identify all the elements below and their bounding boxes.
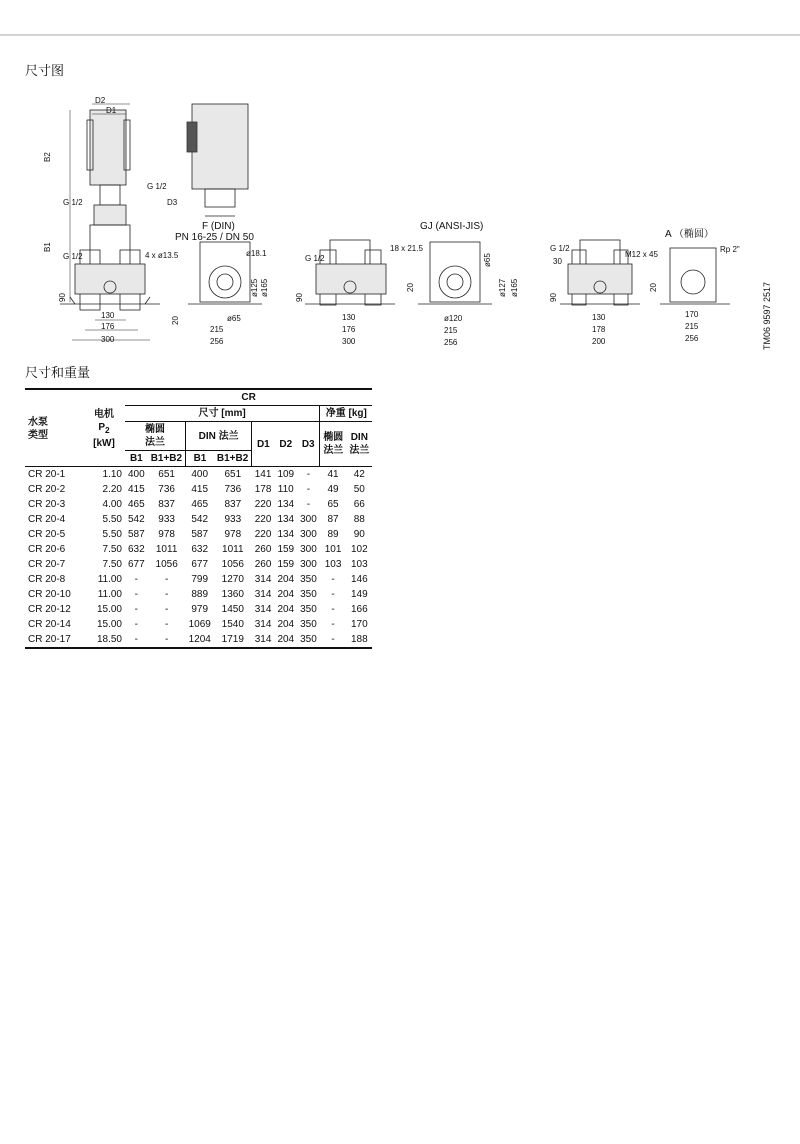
b1-header: B1 (125, 451, 148, 467)
table-cell: 5.50 (102, 514, 122, 525)
svg-text:178: 178 (592, 325, 606, 334)
svg-text:B2: B2 (43, 152, 52, 162)
weight-header: 净重 [kg] (320, 406, 373, 422)
svg-text:M12 x 45: M12 x 45 (625, 250, 658, 259)
table-cell: CR 20-8 (28, 574, 66, 585)
table-cell: 204 (277, 604, 295, 615)
table-cell: 587 (128, 529, 145, 540)
table-cell: 103 (350, 559, 368, 570)
table-cell: 102 (350, 544, 368, 555)
table-cell: 134 (277, 529, 295, 540)
table-cell: 5.50 (102, 529, 122, 540)
table-cell: - (331, 634, 335, 645)
table-cell: - (164, 619, 169, 630)
svg-text:130: 130 (592, 313, 606, 322)
svg-text:18 x 21.5: 18 x 21.5 (390, 244, 423, 253)
svg-text:F (DIN): F (DIN) (202, 221, 235, 232)
dim-header: 尺寸 [mm] (125, 406, 320, 422)
table-cell: 350 (300, 634, 317, 645)
svg-text:ø65: ø65 (227, 314, 241, 323)
w-oval-header: 椭圆 法兰 (320, 422, 347, 467)
svg-text:256: 256 (210, 337, 224, 346)
table-cell: 178 (254, 484, 272, 495)
table-cell: CR 20-6 (28, 544, 66, 555)
table-cell: 933 (224, 514, 242, 525)
table-cell: 799 (191, 574, 209, 585)
table-cell: 736 (224, 484, 242, 495)
b1b2-din-header: B1+B2 (214, 451, 252, 467)
svg-text:4 x ø13.5: 4 x ø13.5 (145, 251, 179, 260)
table-row (25, 617, 372, 632)
d2-header: D2 (274, 422, 297, 467)
table-cell: 314 (254, 589, 272, 600)
table-cell: 314 (254, 604, 272, 615)
table-cell: 889 (191, 589, 209, 600)
table-cell: 50 (353, 484, 365, 495)
table-cell: 542 (128, 514, 145, 525)
table-cell: 49 (327, 484, 339, 495)
table-cell: 89 (327, 529, 339, 540)
table-cell: 300 (300, 529, 317, 540)
table-cell: 933 (158, 514, 175, 525)
table-cell: 11.00 (97, 574, 122, 585)
svg-text:D2: D2 (95, 96, 106, 105)
table-cell: 542 (191, 514, 209, 525)
oval-flange-view (625, 227, 740, 343)
svg-text:20: 20 (649, 283, 658, 292)
table-cell: 220 (254, 499, 272, 510)
table-cell: 677 (128, 559, 145, 570)
table-row (25, 587, 372, 602)
table-cell: 42 (353, 469, 365, 480)
table-cell: 188 (350, 634, 368, 645)
table-row (25, 542, 372, 557)
b1b2-header: B1+B2 (148, 451, 186, 467)
table-cell: 220 (254, 514, 272, 525)
dimensions-weights-table (25, 388, 372, 649)
table-cell: 134 (277, 514, 295, 525)
table-cell: - (331, 574, 335, 585)
table-cell: CR 20-7 (28, 559, 66, 570)
table-body (25, 467, 372, 649)
svg-text:ø125: ø125 (250, 278, 259, 297)
table-cell: 632 (128, 544, 145, 555)
table-cell: CR 20-14 (28, 619, 71, 630)
table-cell: 465 (128, 499, 145, 510)
table-cell: 2.20 (102, 484, 122, 495)
col-motor: 电机 $P_2$ [kW] (83, 389, 125, 467)
svg-text:200: 200 (592, 337, 606, 346)
svg-text:215: 215 (444, 326, 458, 335)
table-cell: 87 (327, 514, 339, 525)
table-cell: 1.10 (102, 469, 122, 480)
table-cell: - (331, 589, 335, 600)
table-row (25, 527, 372, 542)
svg-text:130: 130 (101, 311, 115, 320)
table-row (25, 602, 372, 617)
svg-text:Rp 2": Rp 2" (720, 245, 740, 254)
table-cell: 1540 (221, 619, 244, 630)
d3-header: D3 (297, 422, 320, 467)
table-cell: 1056 (221, 559, 244, 570)
table-cell: 1056 (155, 559, 178, 570)
table-cell: CR 20-1 (28, 469, 66, 480)
table-cell: 314 (254, 574, 272, 585)
table-cell: - (164, 574, 169, 585)
table-cell: CR 20-10 (28, 589, 71, 600)
table-cell: 1360 (221, 589, 244, 600)
svg-text:GJ (ANSI-JIS): GJ (ANSI-JIS) (420, 221, 484, 232)
table-cell: 314 (254, 619, 272, 630)
table-row (25, 512, 372, 527)
table-row (25, 467, 372, 483)
table-cell: 350 (300, 589, 317, 600)
table-cell: 1719 (221, 634, 244, 645)
pump-side-view (43, 96, 167, 344)
svg-text:G 1/2: G 1/2 (147, 182, 167, 191)
table-cell: 66 (353, 499, 365, 510)
svg-text:256: 256 (685, 334, 699, 343)
table-cell: 110 (277, 484, 294, 495)
table-cell: 632 (191, 544, 209, 555)
table-cell: 146 (350, 574, 368, 585)
table-cell: 260 (254, 544, 272, 555)
top-rule (0, 34, 800, 36)
table-cell: 109 (277, 469, 295, 480)
table-cell: 300 (300, 514, 317, 525)
svg-text:G 1/2: G 1/2 (63, 252, 83, 261)
svg-text:D1: D1 (106, 106, 117, 115)
table-row (25, 632, 372, 648)
oval-flange-header: 椭圆 法兰 (125, 422, 186, 451)
table-row (25, 572, 372, 587)
cr-header: CR (125, 389, 372, 406)
table-cell: 1270 (221, 574, 244, 585)
table-cell: 134 (277, 499, 295, 510)
svg-text:215: 215 (210, 325, 224, 334)
table-cell: 350 (300, 604, 317, 615)
table-cell: 4.00 (102, 499, 122, 510)
motor-top-view (167, 104, 254, 243)
table-cell: 65 (327, 499, 339, 510)
table-cell: 300 (300, 559, 317, 570)
svg-text:ø18.1: ø18.1 (246, 249, 267, 258)
table-cell: 837 (158, 499, 175, 510)
table-cell: 149 (350, 589, 368, 600)
table-cell: 837 (224, 499, 242, 510)
table-row (25, 557, 372, 572)
table-cell: 101 (324, 544, 342, 555)
table-cell: 978 (224, 529, 242, 540)
table-cell: 159 (277, 544, 295, 555)
table-cell: - (164, 589, 169, 600)
table-cell: 41 (327, 469, 339, 480)
table-cell: 260 (254, 559, 272, 570)
table-row (25, 482, 372, 497)
table-cell: 979 (191, 604, 209, 615)
svg-text:300: 300 (342, 337, 356, 346)
table-cell: - (164, 604, 169, 615)
table-cell: - (134, 604, 139, 615)
table-heading: 尺寸和重量 (25, 366, 91, 381)
svg-text:170: 170 (685, 310, 699, 319)
d1-header: D1 (252, 422, 275, 467)
svg-text:20: 20 (406, 283, 415, 292)
table-cell: 978 (158, 529, 175, 540)
table-cell: 15.00 (96, 604, 122, 615)
table-cell: 166 (350, 604, 368, 615)
table-cell: CR 20-12 (28, 604, 71, 615)
svg-text:176: 176 (101, 322, 115, 331)
table-cell: 204 (277, 589, 295, 600)
table-cell: 677 (191, 559, 209, 570)
table-cell: 415 (128, 484, 145, 495)
table-cell: 88 (353, 514, 365, 525)
table-cell: 11.00 (97, 589, 122, 600)
table-cell: 220 (254, 529, 272, 540)
table-cell: CR 20-4 (28, 514, 66, 525)
table-cell: - (331, 604, 335, 615)
svg-text:90: 90 (295, 293, 304, 302)
table-cell: - (306, 484, 311, 495)
table-cell: CR 20-3 (28, 499, 66, 510)
gj-flange-view (390, 221, 519, 347)
table-cell: 15.00 (96, 619, 122, 630)
svg-text:ø127: ø127 (498, 278, 507, 297)
svg-text:D3: D3 (167, 198, 178, 207)
table-cell: - (164, 634, 169, 645)
svg-text:ø165: ø165 (260, 278, 269, 297)
svg-text:176: 176 (342, 325, 356, 334)
svg-text:90: 90 (58, 293, 67, 302)
table-cell: - (134, 574, 139, 585)
svg-text:PN 16-25 / DN 50: PN 16-25 / DN 50 (175, 232, 254, 243)
col-pump-type: 水泵 类型 (25, 389, 83, 467)
table-cell: 7.50 (102, 544, 122, 555)
b1-din-header: B1 (186, 451, 214, 467)
w-din-header: DIN 法兰 (346, 422, 372, 467)
table-cell: 1069 (188, 619, 211, 630)
drawing-code: TM06 9597 2517 (762, 281, 772, 350)
table-cell: 204 (277, 574, 295, 585)
svg-text:A （椭圆）: A （椭圆） (665, 229, 714, 240)
table-cell: 1011 (155, 544, 178, 555)
table-cell: 1011 (222, 544, 244, 555)
table-row (25, 497, 372, 512)
dimensions-heading: 尺寸图 (25, 64, 65, 79)
table-cell: 7.50 (102, 559, 122, 570)
table-cell: 90 (353, 529, 365, 540)
svg-text:G 1/2: G 1/2 (550, 244, 570, 253)
table-cell: 651 (158, 469, 175, 480)
table-cell: - (134, 619, 139, 630)
table-cell: 400 (128, 469, 145, 480)
svg-text:20: 20 (171, 316, 180, 325)
table-cell: 159 (277, 559, 295, 570)
svg-text:G 1/2: G 1/2 (63, 198, 83, 207)
dimension-drawing (20, 92, 760, 354)
svg-text:130: 130 (342, 313, 356, 322)
table-cell: 314 (254, 634, 272, 645)
svg-text:300: 300 (101, 335, 115, 344)
din-flange-header: DIN 法兰 (186, 422, 252, 451)
table-cell: - (331, 619, 335, 630)
svg-text:90: 90 (549, 293, 558, 302)
table-cell: 350 (300, 619, 317, 630)
svg-text:G 1/2: G 1/2 (305, 254, 325, 263)
table-cell: 170 (350, 619, 368, 630)
table-cell: 400 (191, 469, 209, 480)
table-cell: 415 (191, 484, 209, 495)
svg-text:ø165: ø165 (510, 278, 519, 297)
svg-text:ø120: ø120 (444, 314, 463, 323)
table-cell: 587 (191, 529, 209, 540)
table-cell: 18.50 (96, 634, 122, 645)
table-cell: - (134, 589, 139, 600)
table-cell: 103 (324, 559, 342, 570)
table-cell: 736 (158, 484, 175, 495)
gj-side-view (295, 240, 395, 346)
svg-text:215: 215 (685, 322, 699, 331)
table-cell: - (134, 634, 139, 645)
table-cell: CR 20-5 (28, 529, 66, 540)
table-cell: 350 (300, 574, 317, 585)
table-cell: 300 (300, 544, 317, 555)
svg-text:B1: B1 (43, 242, 52, 252)
svg-text:ø65: ø65 (483, 253, 492, 267)
table-cell: 465 (191, 499, 209, 510)
table-cell: 204 (277, 634, 295, 645)
table-cell: 1204 (188, 634, 211, 645)
table-cell: 1450 (221, 604, 244, 615)
svg-text:256: 256 (444, 338, 458, 347)
table-cell: CR 20-17 (28, 634, 71, 645)
table-cell: - (306, 469, 311, 480)
table-cell: - (306, 499, 311, 510)
din-flange-view (145, 242, 269, 346)
svg-text:30: 30 (553, 257, 562, 266)
table-cell: CR 20-2 (28, 484, 66, 495)
table-cell: 651 (224, 469, 242, 480)
table-cell: 204 (277, 619, 295, 630)
table-cell: 141 (254, 469, 272, 480)
